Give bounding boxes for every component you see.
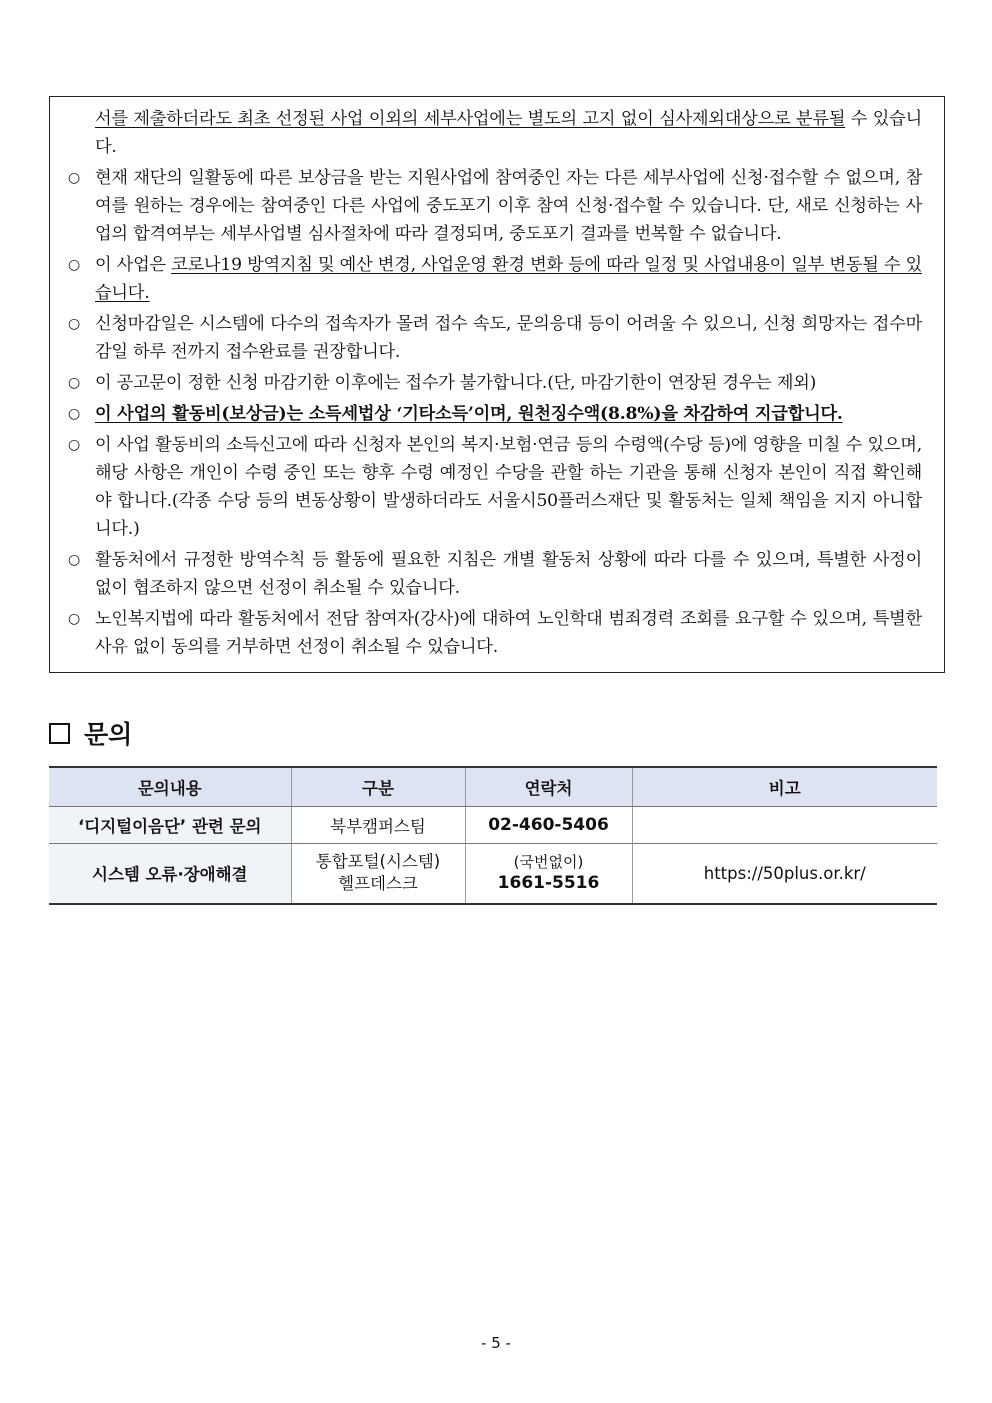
notice-item bbox=[68, 105, 922, 161]
header-note: 비고 bbox=[632, 767, 937, 807]
notice-text-segment: 코로나19 방역지침 및 예산 변경, 사업운영 환경 변화 등에 따라 일정 및 사업내용이 일부 변동될 수 있습니다. bbox=[95, 255, 922, 303]
notice-item bbox=[68, 546, 922, 602]
notice-item bbox=[68, 164, 922, 248]
division-line-2: 헬프데스크 bbox=[338, 874, 418, 894]
contact-table bbox=[49, 766, 937, 905]
circle-bullet-icon: ○ bbox=[68, 611, 81, 627]
notice-item bbox=[68, 251, 922, 307]
circle-bullet-icon: ○ bbox=[68, 170, 81, 186]
row-note bbox=[632, 807, 937, 844]
circle-bullet-icon: ○ bbox=[68, 406, 81, 422]
notice-text-segment: 이 사업의 활동비(보상금)는 소득세법상 ‘기타소득’이며, 원천징수액(8.8%)을 차감하여 지급합니다. bbox=[95, 404, 843, 424]
circle-bullet-icon: ○ bbox=[68, 257, 81, 273]
table-row bbox=[49, 807, 937, 844]
table-header-row bbox=[49, 767, 937, 807]
division-line-1: 통합포털(시스템) bbox=[315, 852, 441, 872]
notice-item bbox=[68, 369, 922, 397]
page-number: - 5 - bbox=[481, 1334, 511, 1352]
row-note-link[interactable]: https://50plus.or.kr/ bbox=[632, 844, 937, 904]
notice-text bbox=[95, 251, 922, 307]
notice-text-segment: 활동처에서 규정한 방역수칙 등 활동에 필요한 지침은 개별 활동처 상황에 따라 다를 수 있으며, 특별한 사정이 없이 협조하지 않으면 선정이 취소될 수 있습니다. bbox=[95, 550, 922, 598]
notice-text-segment: 노인복지법에 따라 활동처에서 전담 참여자(강사)에 대하여 노인학대 범죄경력 조회를 요구할 수 있으며, 특별한 사유 없이 동의를 거부하면 선정이 취소될 수 있습니다. bbox=[95, 609, 922, 657]
notice-item bbox=[68, 310, 922, 366]
header-contact: 연락처 bbox=[465, 767, 632, 807]
notice-text bbox=[95, 369, 922, 397]
row-topic: ‘디지털이음단’ 관련 문의 bbox=[49, 807, 291, 844]
circle-bullet-icon: ○ bbox=[68, 316, 81, 332]
notice-text-segment: 이 사업은 bbox=[95, 255, 172, 275]
notice-text-segment: 수 있습니다. bbox=[95, 109, 922, 157]
notice-text bbox=[95, 164, 922, 248]
notice-box bbox=[49, 96, 945, 673]
table-row bbox=[49, 844, 937, 904]
notice-item bbox=[68, 431, 922, 543]
notice-text bbox=[95, 431, 922, 543]
circle-bullet-icon: ○ bbox=[68, 375, 81, 391]
section-heading bbox=[49, 716, 132, 750]
section-title: 문의 bbox=[84, 720, 133, 749]
notice-item bbox=[68, 605, 922, 661]
notice-item bbox=[68, 400, 922, 428]
notice-text-segment: 서를 제출하더라도 최초 선정된 사업 이외의 세부사업에는 별도의 고지 없이 심사제외대상으로 분류될 bbox=[95, 109, 846, 129]
notice-text bbox=[95, 546, 922, 602]
row-contact: 02-460-5406 bbox=[465, 807, 632, 844]
notice-text bbox=[95, 400, 922, 428]
circle-bullet-icon: ○ bbox=[68, 437, 81, 453]
notice-text-segment: 신청마감일은 시스템에 다수의 접속자가 몰려 접수 속도, 문의응대 등이 어려울 수 있으니, 신청 희망자는 접수마감일 하루 전까지 접수완료를 권장합니다. bbox=[95, 314, 922, 362]
notice-text-segment: 이 사업 활동비의 소득신고에 따라 신청자 본인의 복지·보험·연금 등의 수령액(수당 등)에 영향을 미칠 수 있으며, 해당 사항은 개인이 수령 중인 또는 향후 수령 예정인 수당을 관할 하는 기관을 통해 신청자 본인이 직접 확인해야 합니다.(각종 수당 등의 변동상황이 발생하더라도 서울시50플러스재단 및 활동처는 일체 책임을 지지 아니합니다.) bbox=[95, 435, 922, 539]
contact-prefix: (국번없이) bbox=[513, 853, 584, 872]
checkbox-square-icon bbox=[49, 723, 70, 744]
notice-text bbox=[95, 105, 922, 161]
header-topic: 문의내용 bbox=[49, 767, 291, 807]
notice-text-segment: 이 공고문이 정한 신청 마감기한 이후에는 접수가 불가합니다.(단, 마감기한이 연장된 경우는 제외) bbox=[95, 373, 817, 393]
header-division: 구분 bbox=[291, 767, 465, 807]
notice-text bbox=[95, 605, 922, 661]
circle-bullet-icon: ○ bbox=[68, 552, 81, 568]
row-contact bbox=[465, 844, 632, 904]
contact-number: 1661-5516 bbox=[497, 873, 600, 894]
row-division: 북부캠퍼스팀 bbox=[291, 807, 465, 844]
row-division bbox=[291, 844, 465, 904]
notice-text bbox=[95, 310, 922, 366]
notice-text-segment: 현재 재단의 일활동에 따른 보상금을 받는 지원사업에 참여중인 자는 다른 세부사업에 신청·접수할 수 없으며, 참여를 원하는 경우에는 참여중인 다른 사업에 중도포기 이후 참여 신청·접수할 수 있습니다. 단, 새로 신청하는 사업의 합격여부는 세부사업별 심사절차에 따라 결정되며, 중도포기 결과를 번복할 수 없습니다. bbox=[95, 168, 922, 244]
row-topic: 시스템 오류·장애해결 bbox=[49, 844, 291, 904]
